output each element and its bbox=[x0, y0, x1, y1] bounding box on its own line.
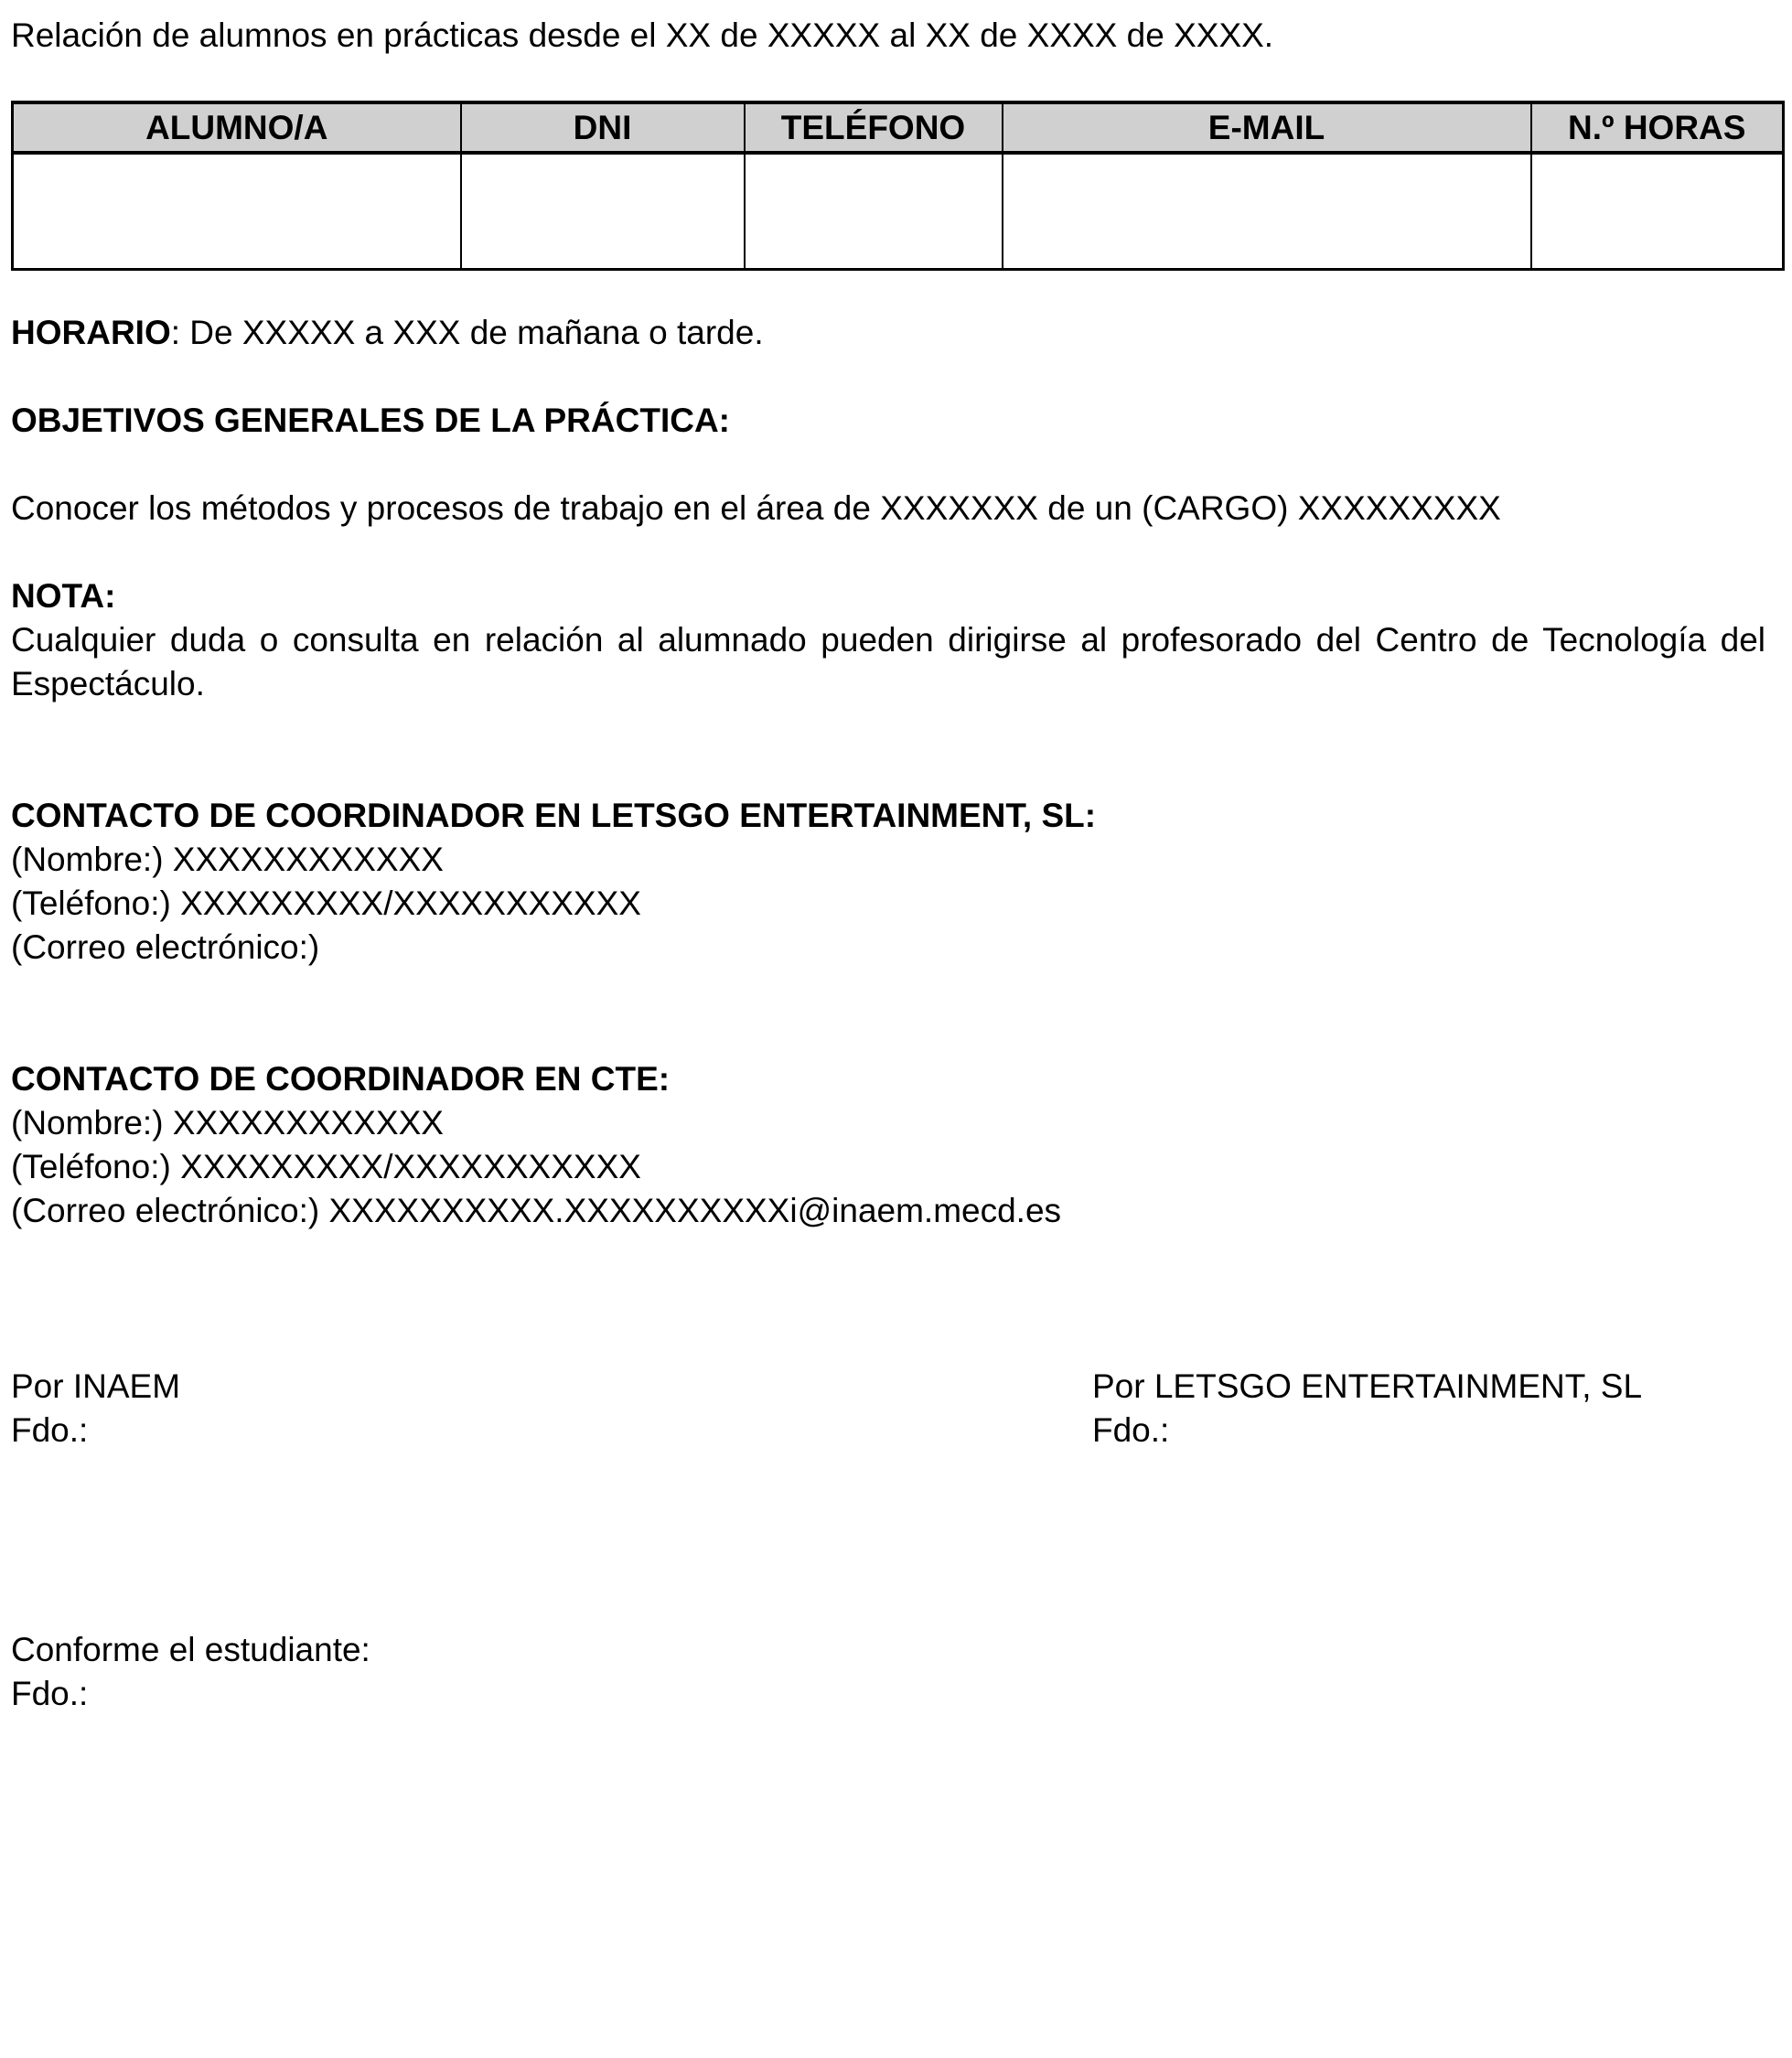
column-header-alumno: ALUMNO/A bbox=[13, 102, 461, 153]
nota-text: Cualquier duda o consulta en relación al alumnado pueden dirigirse al profesorado del Centro de Tecnología del Espectáculo. bbox=[11, 621, 1765, 702]
contacto-empresa-heading: CONTACTO DE COORDINADOR EN LETSGO ENTERTAINMENT, SL: bbox=[11, 797, 1097, 834]
firma-inaem-label: Por INAEM bbox=[11, 1367, 181, 1405]
horario-label: HORARIO bbox=[11, 314, 171, 351]
table-cell-dni bbox=[461, 153, 745, 270]
nota-heading: NOTA: bbox=[11, 577, 116, 615]
horario-line bbox=[11, 311, 764, 355]
column-header-horas: N.º HORAS bbox=[1531, 102, 1784, 153]
table-row bbox=[13, 153, 1784, 270]
contacto-cte-correo: (Correo electrónico:) XXXXXXXXXX.XXXXXXXXXXi@inaem.mecd.es bbox=[11, 1192, 1062, 1229]
intro-text: Relación de alumnos en prácticas desde el XX de XXXXX al XX de XXXX de XXXX. bbox=[11, 16, 1274, 54]
contacto-empresa-telefono: (Teléfono:) XXXXXXXXX/XXXXXXXXXXX bbox=[11, 884, 641, 922]
firma-empresa-fdo: Fdo.: bbox=[1092, 1411, 1170, 1449]
firma-estudiante-fdo: Fdo.: bbox=[11, 1675, 89, 1712]
column-header-dni: DNI bbox=[461, 102, 745, 153]
table-cell-email bbox=[1003, 153, 1531, 270]
firma-empresa-label: Por LETSGO ENTERTAINMENT, SL bbox=[1092, 1367, 1643, 1405]
contacto-cte-nombre: (Nombre:) XXXXXXXXXXXX bbox=[11, 1104, 444, 1142]
table-cell-alumno bbox=[13, 153, 461, 270]
table-cell-telefono bbox=[745, 153, 1003, 270]
document-page bbox=[11, 0, 1782, 2058]
students-table bbox=[11, 101, 1785, 271]
contacto-cte-telefono: (Teléfono:) XXXXXXXXX/XXXXXXXXXXX bbox=[11, 1148, 641, 1185]
firma-inaem-fdo: Fdo.: bbox=[11, 1411, 89, 1449]
column-header-telefono: TELÉFONO bbox=[745, 102, 1003, 153]
table-cell-horas bbox=[1531, 153, 1784, 270]
contacto-cte-heading: CONTACTO DE COORDINADOR EN CTE: bbox=[11, 1060, 671, 1098]
contacto-empresa-nombre: (Nombre:) XXXXXXXXXXXX bbox=[11, 841, 444, 878]
column-header-email: E-MAIL bbox=[1003, 102, 1531, 153]
horario-text: : De XXXXX a XXX de mañana o tarde. bbox=[170, 314, 764, 351]
objetivos-heading: OBJETIVOS GENERALES DE LA PRÁCTICA: bbox=[11, 402, 730, 439]
objetivos-text: Conocer los métodos y procesos de trabajo en el área de XXXXXXX de un (CARGO) XXXXXXXXX bbox=[11, 489, 1501, 527]
table-header-row bbox=[13, 102, 1784, 153]
contacto-empresa-correo: (Correo electrónico:) bbox=[11, 928, 320, 966]
firma-estudiante-label: Conforme el estudiante: bbox=[11, 1631, 370, 1668]
